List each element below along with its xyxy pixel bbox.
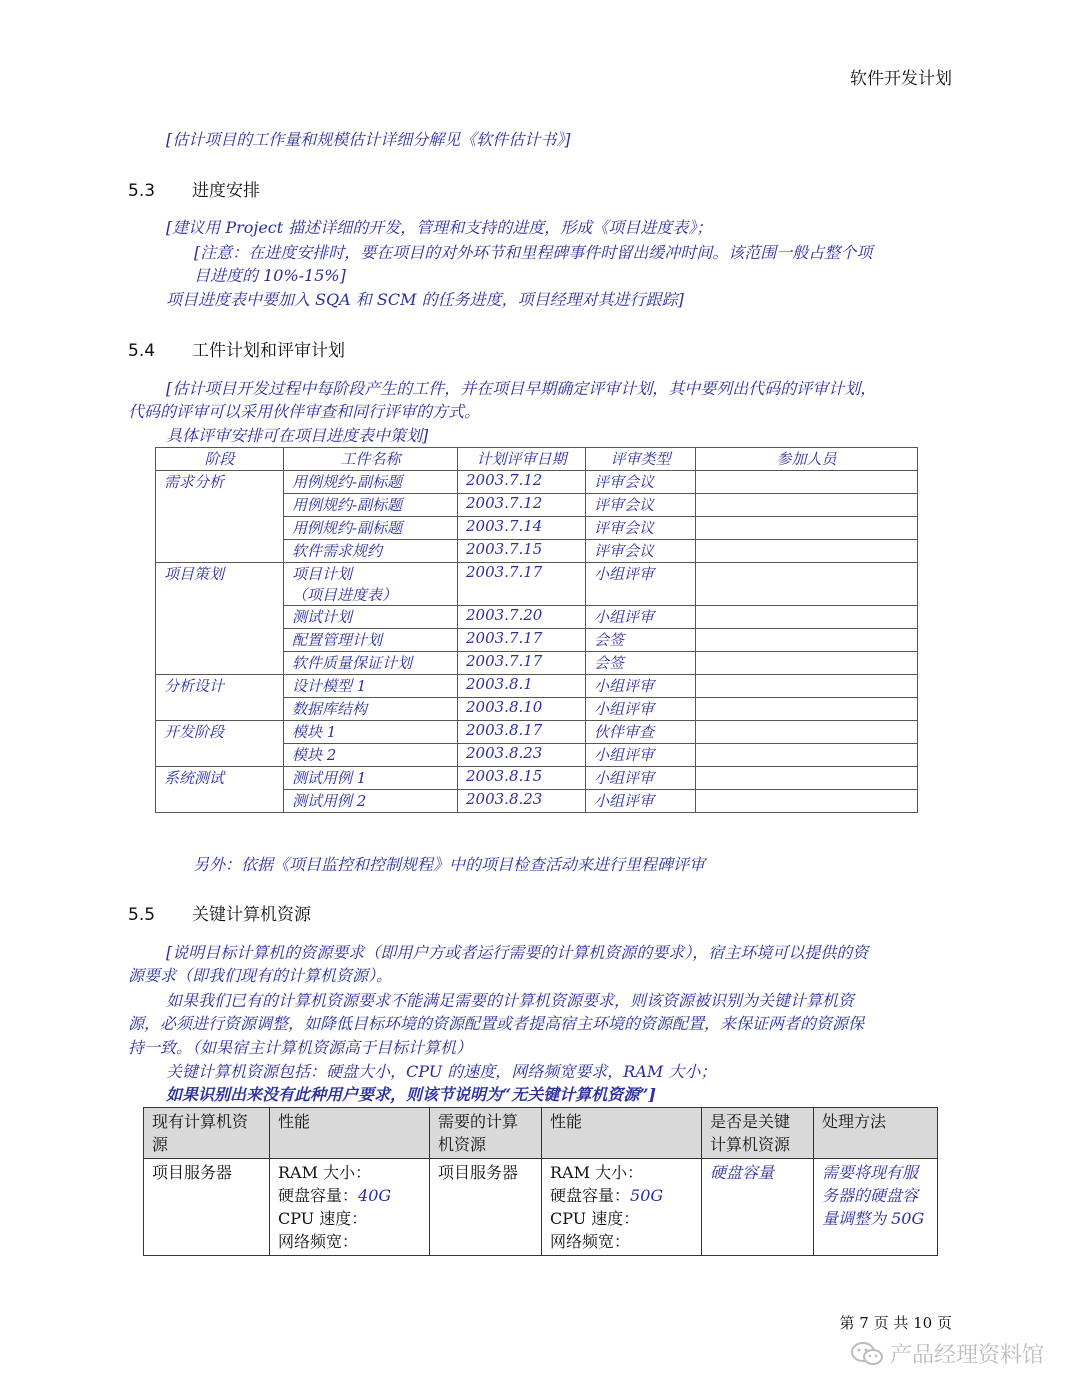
date-cell: 2003.7.20 [458, 606, 586, 629]
date-cell: 2003.7.14 [458, 517, 586, 540]
phase-cell: 需求分析 [156, 471, 284, 563]
perf-label: 硬盘容量： [550, 1186, 631, 1205]
table-row [156, 767, 918, 790]
needed-performance-cell [542, 1159, 702, 1256]
date-cell: 2003.7.15 [458, 540, 586, 563]
artifact-cell: 模块 1 [284, 721, 458, 744]
perf-line [278, 1184, 421, 1207]
participants-cell [696, 629, 918, 652]
phase-cell: 系统测试 [156, 767, 284, 813]
section-5-4-heading [128, 336, 345, 361]
table-row [156, 471, 918, 494]
type-cell: 会签 [586, 652, 696, 675]
section-5-4-line-2: 代码的评审可以采用伙伴审查和同行评审的方式。 [128, 402, 481, 421]
table-header: 性能 [542, 1108, 702, 1159]
participants-cell [696, 517, 918, 540]
artifact-cell: 测试计划 [284, 606, 458, 629]
table-header: 工件名称 [284, 448, 458, 471]
section-5-5-line-5: 持一致。（如果宿主计算机资源高于目标计算机） [128, 1038, 473, 1057]
wechat-icon [850, 1340, 884, 1368]
artifact-cell [284, 563, 458, 606]
type-cell: 小组评审 [586, 767, 696, 790]
date-cell: 2003.7.12 [458, 494, 586, 517]
section-5-4-line-3: 具体评审安排可在项目进度表中策划] [166, 426, 429, 445]
table-header-row [144, 1108, 938, 1159]
perf-value: 50G [630, 1186, 664, 1205]
table-header-row [156, 448, 918, 471]
perf-line: CPU 速度： [278, 1209, 368, 1228]
date-cell: 2003.7.17 [458, 629, 586, 652]
perf-line: 网络频宽： [278, 1232, 359, 1251]
artifact-cell: 数据库结构 [284, 698, 458, 721]
section-5-5-bold-line: 如果识别出来没有此种用户要求，则该节说明为“无关键计算机资源”] [166, 1085, 656, 1104]
perf-line: RAM 大小： [550, 1163, 644, 1182]
date-cell: 2003.8.17 [458, 721, 586, 744]
type-cell: 会签 [586, 629, 696, 652]
table-row [156, 563, 918, 606]
intro-note: [估计项目的工作量和规模估计详细分解见《软件估计书》] [166, 130, 571, 149]
watermark [850, 1338, 1044, 1369]
date-cell: 2003.7.17 [458, 563, 586, 606]
section-number: 5.3 [128, 181, 156, 201]
participants-cell [696, 563, 918, 606]
table-header: 处理方法 [814, 1108, 938, 1159]
section-title: 关键计算机资源 [192, 905, 311, 925]
perf-line: RAM 大小： [278, 1163, 372, 1182]
type-cell: 评审会议 [586, 540, 696, 563]
table-header: 是否是关键计算机资源 [702, 1108, 814, 1159]
existing-resource-cell: 项目服务器 [144, 1159, 270, 1256]
table-header: 计划评审日期 [458, 448, 586, 471]
table-row [144, 1159, 938, 1256]
phase-cell: 项目策划 [156, 563, 284, 675]
section-title: 进度安排 [192, 181, 260, 201]
date-cell: 2003.8.23 [458, 744, 586, 767]
participants-cell [696, 652, 918, 675]
artifact-cell: 配置管理计划 [284, 629, 458, 652]
is-key-resource-cell: 硬盘容量 [702, 1159, 814, 1256]
needed-resource-cell: 项目服务器 [430, 1159, 542, 1256]
artifact-line: （项目进度表） [292, 586, 398, 604]
watermark-text: 产品经理资料馆 [889, 1343, 1044, 1368]
type-cell: 伙伴审查 [586, 721, 696, 744]
table-header: 现有计算机资源 [144, 1108, 270, 1159]
table-row [156, 721, 918, 744]
participants-cell [696, 540, 918, 563]
page-number: 第 7 页 共 10 页 [839, 1314, 952, 1332]
participants-cell [696, 698, 918, 721]
section-5-3-heading [128, 176, 260, 201]
section-5-3-line-2: [注意：在进度安排时，要在项目的对外环节和里程碑事件时留出缓冲时间。该范围一般占整个项 [194, 243, 873, 262]
date-cell: 2003.8.1 [458, 675, 586, 698]
section-number: 5.5 [128, 905, 156, 925]
perf-line: 网络频宽： [550, 1232, 631, 1251]
date-cell: 2003.8.10 [458, 698, 586, 721]
table-header: 性能 [270, 1108, 430, 1159]
section-5-5-line-1: [说明目标计算机的资源要求（即用户方或者运行需要的计算机资源的要求），宿主环境可以提供的资 [166, 943, 869, 962]
type-cell: 小组评审 [586, 606, 696, 629]
page-header-title: 软件开发计划 [850, 69, 952, 89]
participants-cell [696, 675, 918, 698]
artifact-cell: 软件需求规约 [284, 540, 458, 563]
type-cell: 小组评审 [586, 563, 696, 606]
section-5-3-line-4: 项目进度表中要加入 SQA 和 SCM 的任务进度，项目经理对其进行跟踪] [166, 290, 684, 309]
artifact-cell: 用例规约-副标题 [284, 517, 458, 540]
section-number: 5.4 [128, 341, 156, 361]
participants-cell [696, 767, 918, 790]
perf-line [550, 1184, 693, 1207]
review-plan-table [155, 447, 918, 813]
section-5-5-line-4: 源，必须进行资源调整，如降低目标环境的资源配置或者提高宿主环境的资源配置，来保证两者的资源保 [128, 1014, 865, 1033]
existing-performance-cell [270, 1159, 430, 1256]
handling-method-cell: 需要将现有服务器的硬盘容量调整为 50G [814, 1159, 938, 1256]
type-cell: 评审会议 [586, 517, 696, 540]
type-cell: 小组评审 [586, 744, 696, 767]
section-5-5-line-6: 关键计算机资源包括：硬盘大小，CPU 的速度，网络频宽要求，RAM 大小； [166, 1062, 717, 1081]
artifact-cell: 测试用例 2 [284, 790, 458, 813]
artifact-cell: 设计模型 1 [284, 675, 458, 698]
section-5-5-line-3: 如果我们已有的计算机资源要求不能满足需要的计算机资源要求，则该资源被识别为关键计算机资 [166, 991, 855, 1010]
date-cell: 2003.7.12 [458, 471, 586, 494]
milestone-review-note: 另外：依据《项目监控和控制规程》中的项目检查活动来进行里程碑评审 [193, 855, 706, 874]
section-5-3-line-1: [建议用 Project 描述详细的开发，管理和支持的进度，形成《项目进度表》； [166, 218, 713, 237]
section-5-3-line-3: 目进度的 10%-15%] [194, 266, 346, 285]
phase-cell: 分析设计 [156, 675, 284, 721]
participants-cell [696, 494, 918, 517]
participants-cell [696, 471, 918, 494]
table-header: 评审类型 [586, 448, 696, 471]
computer-resources-table [143, 1107, 938, 1256]
perf-line: CPU 速度： [550, 1209, 640, 1228]
participants-cell [696, 744, 918, 767]
date-cell: 2003.8.15 [458, 767, 586, 790]
table-header: 需要的计算机资源 [430, 1108, 542, 1159]
artifact-line: 项目计划 [292, 565, 353, 583]
table-header: 阶段 [156, 448, 284, 471]
type-cell: 小组评审 [586, 698, 696, 721]
type-cell: 小组评审 [586, 675, 696, 698]
participants-cell [696, 606, 918, 629]
type-cell: 评审会议 [586, 494, 696, 517]
section-5-5-line-2: 源要求（即我们现有的计算机资源）。 [128, 966, 393, 985]
artifact-cell: 软件质量保证计划 [284, 652, 458, 675]
table-row [156, 675, 918, 698]
participants-cell [696, 721, 918, 744]
participants-cell [696, 790, 918, 813]
section-5-5-heading [128, 900, 311, 925]
type-cell: 评审会议 [586, 471, 696, 494]
phase-cell: 开发阶段 [156, 721, 284, 767]
artifact-cell: 用例规约-副标题 [284, 494, 458, 517]
perf-label: 硬盘容量： [278, 1186, 359, 1205]
type-cell: 小组评审 [586, 790, 696, 813]
date-cell: 2003.7.17 [458, 652, 586, 675]
section-title: 工件计划和评审计划 [192, 341, 345, 361]
artifact-cell: 测试用例 1 [284, 767, 458, 790]
artifact-cell: 模块 2 [284, 744, 458, 767]
section-5-4-line-1: [估计项目开发过程中每阶段产生的工件，并在项目早期确定评审计划，其中要列出代码的评审计划， [166, 379, 877, 398]
artifact-cell: 用例规约-副标题 [284, 471, 458, 494]
table-header: 参加人员 [696, 448, 918, 471]
perf-value: 40G [358, 1186, 392, 1205]
date-cell: 2003.8.23 [458, 790, 586, 813]
